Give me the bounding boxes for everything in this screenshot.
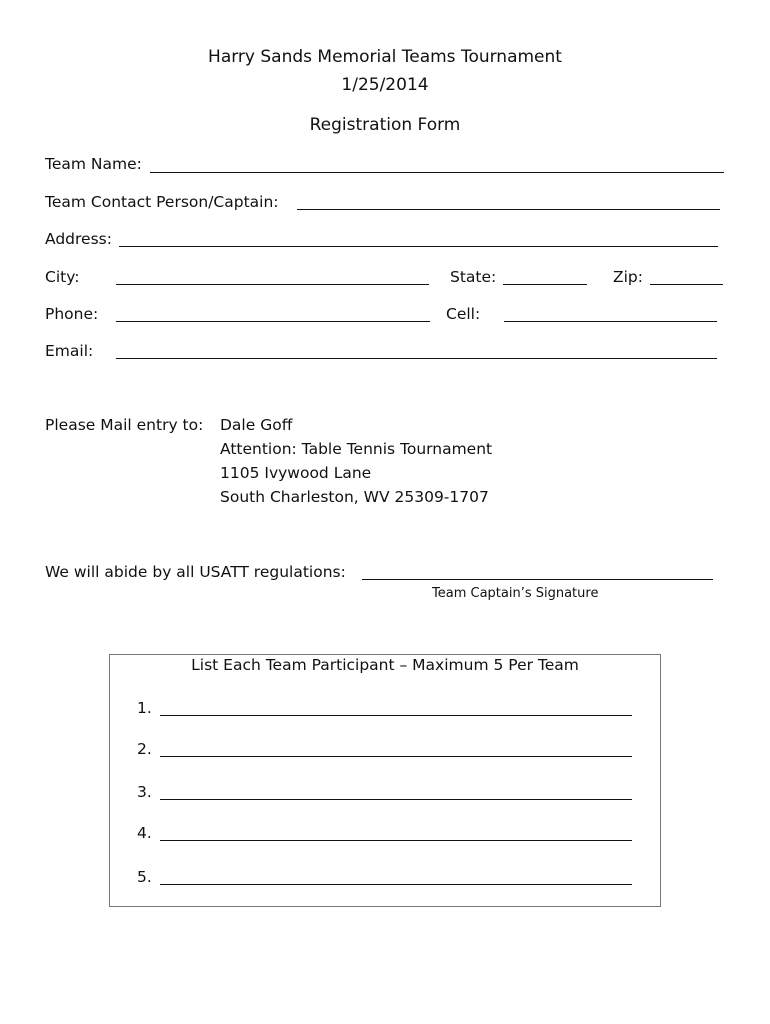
- contact-label: Team Contact Person/Captain:: [45, 193, 279, 211]
- tournament-title: Harry Sands Memorial Teams Tournament: [208, 47, 562, 67]
- participant-number: 2.: [137, 740, 152, 758]
- zip-label: Zip:: [613, 268, 643, 286]
- address-field[interactable]: [119, 246, 718, 247]
- mail-label: Please Mail entry to:: [45, 416, 204, 434]
- state-label: State:: [450, 268, 497, 286]
- email-label: Email:: [45, 342, 94, 360]
- participant-field[interactable]: [160, 756, 632, 757]
- zip-field[interactable]: [650, 284, 723, 285]
- cell-label: Cell:: [446, 305, 481, 323]
- participants-box: [109, 654, 661, 907]
- phone-field[interactable]: [116, 321, 430, 322]
- tournament-date: 1/25/2014: [341, 75, 429, 95]
- mail-line: South Charleston, WV 25309-1707: [220, 488, 489, 506]
- form-title: Registration Form: [309, 115, 461, 135]
- signature-caption: Team Captain’s Signature: [432, 586, 599, 601]
- phone-label: Phone:: [45, 305, 99, 323]
- state-field[interactable]: [503, 284, 587, 285]
- email-field[interactable]: [116, 358, 717, 359]
- signature-field[interactable]: [362, 579, 713, 580]
- team-name-label: Team Name:: [45, 155, 142, 173]
- participants-heading: List Each Team Participant – Maximum 5 Per Team: [191, 656, 579, 674]
- mail-line: Attention: Table Tennis Tournament: [220, 440, 493, 458]
- participant-field[interactable]: [160, 884, 632, 885]
- team-name-field[interactable]: [150, 172, 724, 173]
- participant-field[interactable]: [160, 799, 632, 800]
- participant-field[interactable]: [160, 840, 632, 841]
- city-field[interactable]: [116, 284, 429, 285]
- participant-number: 1.: [137, 699, 152, 717]
- agreement-text: We will abide by all USATT regulations:: [45, 563, 346, 581]
- participant-number: 3.: [137, 783, 152, 801]
- cell-field[interactable]: [504, 321, 717, 322]
- city-label: City:: [45, 268, 80, 286]
- contact-field[interactable]: [297, 209, 720, 210]
- participant-field[interactable]: [160, 715, 632, 716]
- address-label: Address:: [45, 230, 112, 248]
- participant-number: 4.: [137, 824, 152, 842]
- participant-number: 5.: [137, 868, 152, 886]
- mail-line: 1105 Ivywood Lane: [220, 464, 372, 482]
- mail-line: Dale Goff: [220, 416, 293, 434]
